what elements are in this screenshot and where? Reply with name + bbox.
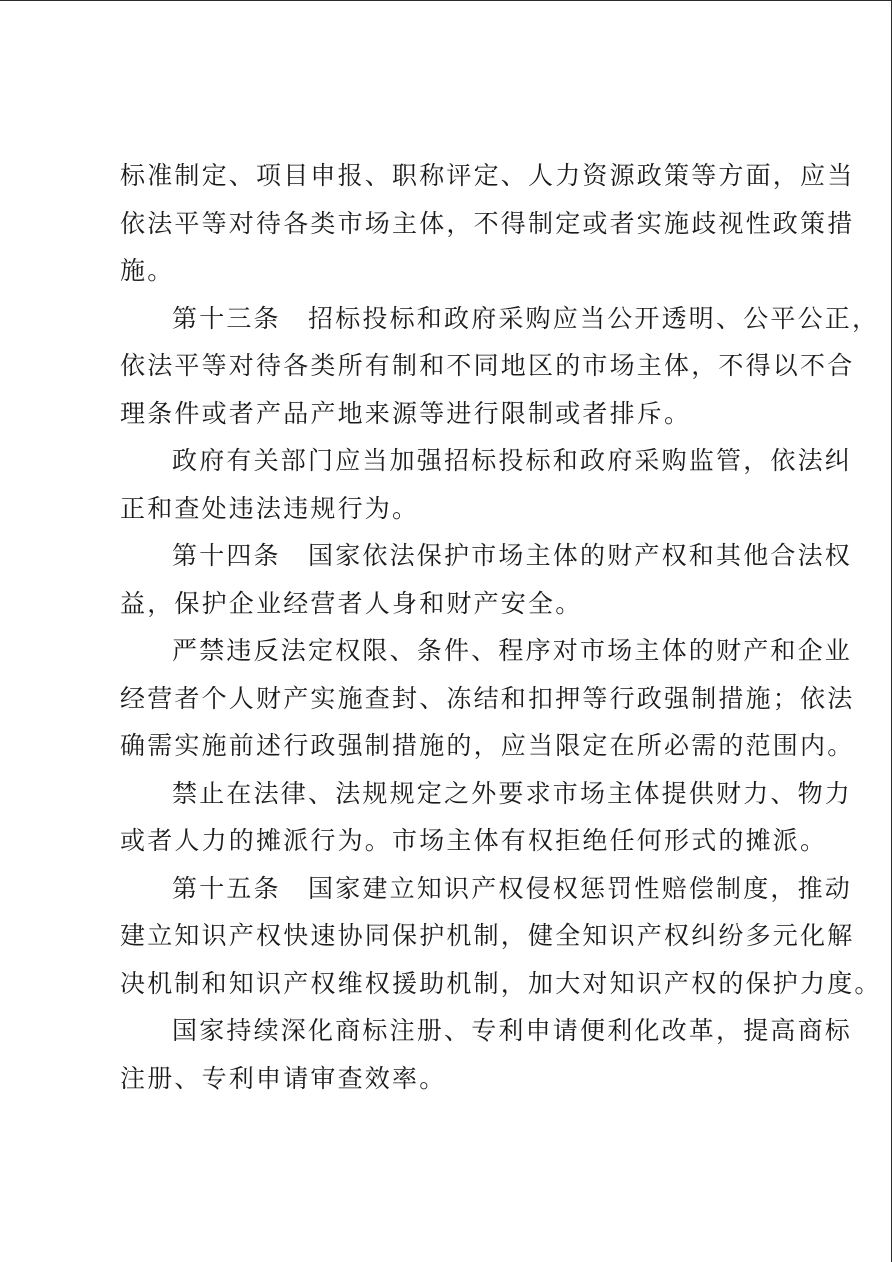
text-line: 国家持续深化商标注册、专利申请便利化改革，提高商标 xyxy=(172,1016,853,1045)
text-line: 施。 xyxy=(120,256,175,285)
text-line: 或者人力的摊派行为。市场主体有权拒绝任何形式的摊派。 xyxy=(120,826,828,855)
text-line: 经营者个人财产实施查封、冻结和扣押等行政强制措施；依法 xyxy=(120,683,855,713)
text-line: 正和查处违法违规行为。 xyxy=(120,493,420,523)
text-line: 标准制定、项目申报、职称评定、人力资源政策等方面，应当 xyxy=(120,161,855,190)
text-line: 依法平等对待各类所有制和不同地区的市场主体，不得以不合 xyxy=(120,351,855,380)
text-line: 注册、专利申请审查效率。 xyxy=(120,1063,447,1093)
text-line: 依法平等对待各类市场主体，不得制定或者实施歧视性政策措 xyxy=(120,208,855,238)
text-line: 决机制和知识产权维权援助机制，加大对知识产权的保护力度。 xyxy=(120,968,882,998)
text-line: 第十三条 招标投标和政府采购应当公开透明、公平公正， xyxy=(172,303,880,333)
text-line: 第十四条 国家依法保护市场主体的财产权和其他合法权 xyxy=(172,541,853,570)
text-line: 严禁违反法定权限、条件、程序对市场主体的财产和企业 xyxy=(172,636,853,665)
document-body xyxy=(120,152,882,1102)
text-line: 政府有关部门应当加强招标投标和政府采购监管，依法纠 xyxy=(172,446,853,475)
text-line: 理条件或者产品产地来源等进行限制或者排斥。 xyxy=(120,398,692,428)
text-line: 益，保护企业经营者人身和财产安全。 xyxy=(120,588,583,618)
text-line: 确需实施前述行政强制措施的，应当限定在所必需的范围内。 xyxy=(120,731,855,760)
text-line: 第十五条 国家建立知识产权侵权惩罚性赔偿制度，推动 xyxy=(172,873,853,903)
text-line: 建立知识产权快速协同保护机制，健全知识产权纠纷多元化解 xyxy=(120,921,855,950)
text-line: 禁止在法律、法规规定之外要求市场主体提供财力、物力 xyxy=(172,778,853,808)
